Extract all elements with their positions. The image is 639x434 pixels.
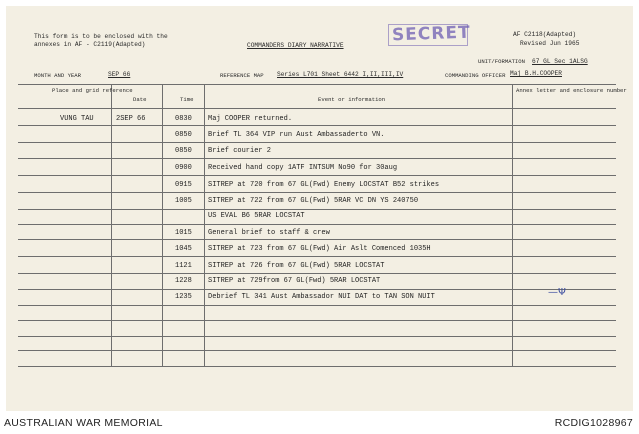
row-time: 0850 — [175, 147, 192, 155]
column-divider-time — [204, 84, 205, 366]
row-date: 2SEP 66 — [116, 115, 146, 123]
row-event: SITREP at 729from 67 GL(Fwd) 5RAR LOCSTAT — [208, 277, 381, 285]
column-divider-place — [111, 84, 112, 366]
row-rule — [18, 305, 616, 306]
header-annex: Annex letter and enclosure number — [516, 87, 627, 94]
column-divider-event — [512, 84, 513, 366]
header-place: Place and grid reference — [52, 87, 133, 94]
form-number: AF C2118(Adapted) — [513, 31, 577, 38]
row-time: 1121 — [175, 262, 192, 270]
archive-credit: AUSTRALIAN WAR MEMORIAL — [4, 417, 163, 429]
row-rule — [18, 289, 616, 290]
reference-map-value: Series L701 Sheet 6442 I,II,III,IV — [277, 71, 404, 78]
row-rule — [18, 336, 616, 337]
row-event: US EVAL B6 5RAR LOCSTAT — [208, 212, 305, 220]
header-time: Time — [180, 96, 194, 103]
row-time: 1015 — [175, 229, 192, 237]
row-time: 1045 — [175, 245, 192, 253]
column-divider-date — [162, 84, 163, 366]
header-date: Date — [133, 96, 147, 103]
row-time: 1235 — [175, 293, 192, 301]
row-rule — [18, 192, 616, 193]
header-event: Event or information — [318, 96, 386, 103]
row-rule — [18, 224, 616, 225]
row-place: VUNG TAU — [60, 115, 94, 123]
archive-reference: RCDIG1028967 — [554, 417, 633, 429]
table-top-rule — [18, 84, 616, 85]
commanding-officer-label: COMMANDING OFFICER — [445, 72, 506, 79]
row-event: SITREP at 723 from 67 GL(Fwd) Air Aslt Comenced 1035H — [208, 245, 431, 253]
form-revised: Revised Jun 1965 — [520, 40, 580, 47]
row-rule — [18, 175, 616, 176]
month-label: MONTH AND YEAR — [34, 72, 81, 79]
row-event: General brief to staff & crew — [208, 229, 330, 237]
row-event: Received hand copy 1ATF INTSUM No90 for 30aug — [208, 164, 398, 172]
row-rule — [18, 209, 616, 210]
table-header-rule — [18, 108, 616, 109]
row-rule — [18, 239, 616, 240]
commanding-officer-value: Maj B.H.COOPER — [510, 70, 562, 77]
row-rule — [18, 256, 616, 257]
reference-map-label: REFERENCE MAP — [220, 72, 264, 79]
row-event: Debrief TL 341 Aust Ambassador NUI DAT to TAN SON NUIT — [208, 293, 435, 301]
row-event: Brief courier 2 — [208, 147, 272, 155]
unit-value: 67 GL Sec 1ALSG — [532, 58, 588, 65]
row-time: 1228 — [175, 277, 192, 285]
row-time: 0850 — [175, 131, 192, 139]
form-note-line2: annexes in AF - C2119(Adapted) — [34, 41, 146, 48]
row-event: Maj COOPER returned. — [208, 115, 293, 123]
row-time: 0915 — [175, 181, 192, 189]
row-time: 0830 — [175, 115, 192, 123]
row-rule — [18, 158, 616, 159]
row-rule — [18, 350, 616, 351]
initials-mark: —Ψ — [548, 287, 566, 298]
row-rule — [18, 366, 616, 367]
row-rule — [18, 142, 616, 143]
row-rule — [18, 125, 616, 126]
row-event: Brief TL 364 VIP run Aust Ambassaderto VN. — [208, 131, 385, 139]
row-event: SITREP at 720 from 67 GL(Fwd) Enemy LOCSTAT B52 strikes — [208, 181, 440, 189]
row-event: SITREP at 726 from 67 GL(Fwd) 5RAR LOCSTAT — [208, 262, 385, 270]
secret-stamp: SECRET — [391, 22, 471, 46]
row-time: 1005 — [175, 197, 192, 205]
row-rule — [18, 320, 616, 321]
form-note-line1: This form is to be enclosed with the — [34, 33, 168, 40]
row-event: SITREP at 722 from 67 GL(Fwd) 5RAR VC DN YS 240750 — [208, 197, 419, 205]
unit-label: UNIT/FORMATION — [478, 58, 525, 65]
row-rule — [18, 273, 616, 274]
form-title: COMMANDERS DIARY NARRATIVE — [247, 42, 344, 49]
row-time: 0900 — [175, 164, 192, 172]
month-value: SEP 66 — [108, 71, 131, 78]
